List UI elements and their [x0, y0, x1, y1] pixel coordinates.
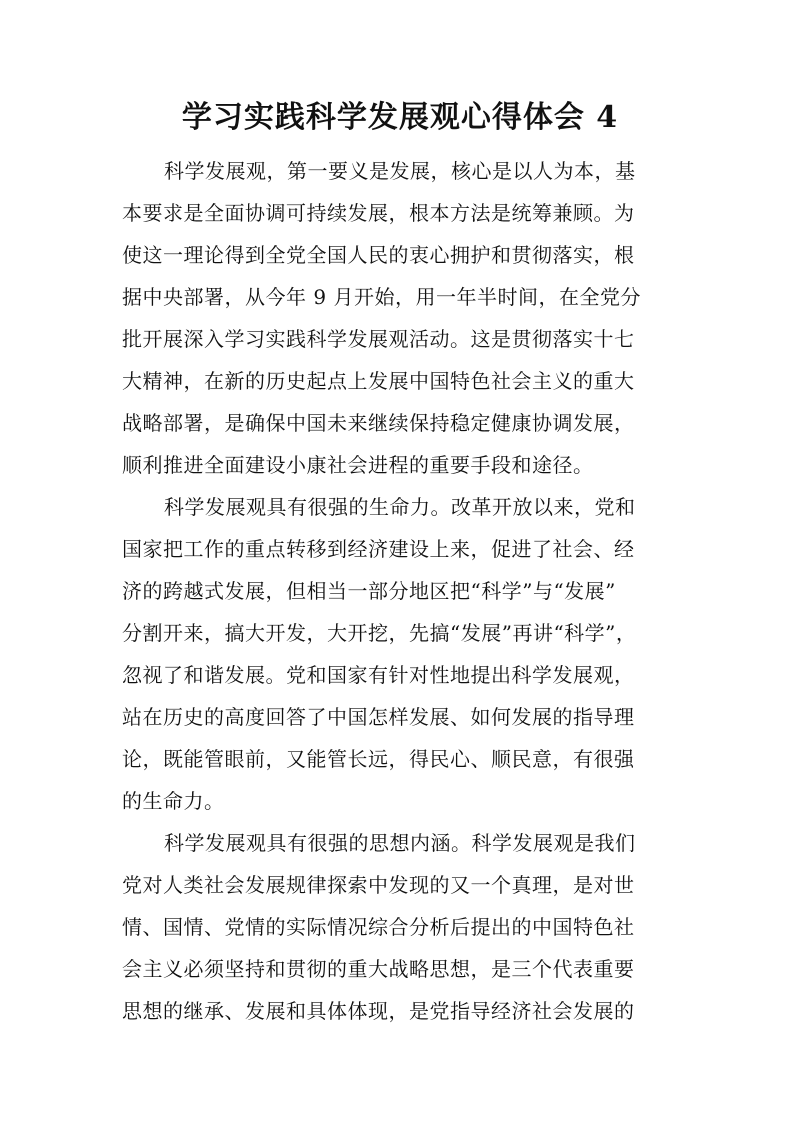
paragraph-1-line: 据中央部署，从今年 9 月开始，用一年半时间，在全党分: [122, 285, 641, 309]
document-title: 学习实践科学发展观心得体会 4: [181, 100, 619, 135]
paragraph-2-line: 国家把工作的重点转移到经济建设上来，促进了社会、经: [122, 537, 635, 561]
paragraph-1-line: 大精神，在新的历史起点上发展中国特色社会主义的重大: [122, 369, 635, 393]
document-body: [122, 150, 682, 1032]
paragraph-3-line: 科学发展观具有很强的思想内涵。科学发展观是我们: [164, 831, 636, 855]
paragraph-1-line: 科学发展观，第一要义是发展，核心是以人为本，基: [164, 159, 636, 183]
paragraph-2-line: 站在历史的高度回答了中国怎样发展、如何发展的指导理: [122, 705, 635, 729]
paragraph-3-line: 思想的继承、发展和具体体现，是党指导经济社会发展的: [122, 999, 635, 1023]
paragraph-1-line: 本要求是全面协调可持续发展，根本方法是统筹兼顾。为: [122, 201, 635, 225]
paragraph-1-line: 顺利推进全面建设小康社会进程的重要手段和途径。: [122, 453, 594, 477]
paragraph-2-line: 科学发展观具有很强的生命力。改革开放以来，党和: [164, 495, 636, 519]
paragraph-3-line: 情、国情、党情的实际情况综合分析后提出的中国特色社: [122, 915, 635, 939]
paragraph-1-line: 批开展深入学习实践科学发展观活动。这是贯彻落实十七: [122, 327, 635, 351]
paragraph-3-line: 会主义必须坚持和贯彻的重大战略思想，是三个代表重要: [122, 957, 635, 981]
paragraph-2-line: 的生命力。: [122, 789, 225, 813]
paragraph-2-line: 论，既能管眼前，又能管长远，得民心、顺民意，有很强: [122, 747, 635, 771]
paragraph-2-line: 济的跨越式发展，但相当一部分地区把“科学”与“发展”: [122, 579, 616, 603]
paragraph-2-line: 忽视了和谐发展。党和国家有针对性地提出科学发展观，: [122, 663, 635, 687]
paragraph-2-line: 分割开来，搞大开发，大开挖，先搞“发展”再讲“科学”，: [122, 621, 637, 645]
paragraph-3-line: 党对人类社会发展规律探索中发现的又一个真理，是对世: [122, 873, 635, 897]
paragraph-1-line: 使这一理论得到全党全国人民的衷心拥护和贯彻落实，根: [122, 243, 635, 267]
paragraph-1-line: 战略部署，是确保中国未来继续保持稳定健康协调发展，: [122, 411, 635, 435]
